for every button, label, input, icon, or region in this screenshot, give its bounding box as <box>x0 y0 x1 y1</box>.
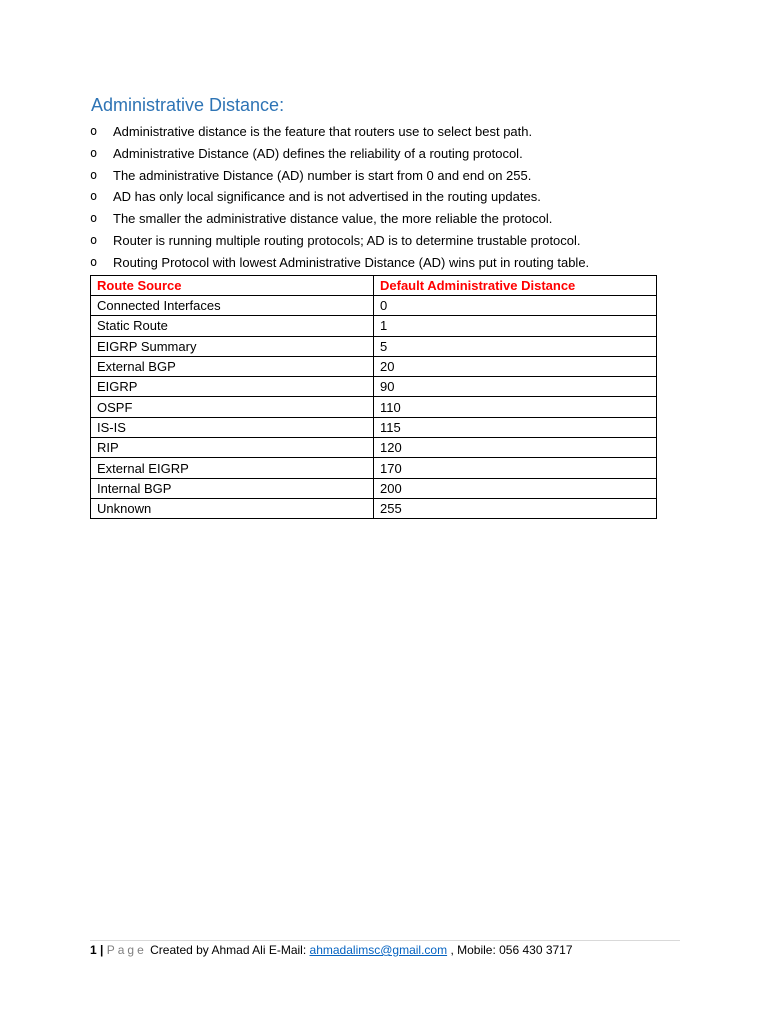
bullet-text: The smaller the administrative distance value, the more reliable the protocol. <box>113 211 553 227</box>
ad-value-cell: 5 <box>374 336 657 356</box>
mobile-text: , Mobile: 056 430 3717 <box>450 943 573 957</box>
created-by-text: Created by Ahmad Ali E-Mail: <box>150 943 307 957</box>
list-item <box>90 208 589 230</box>
table-row <box>91 438 657 458</box>
page-number: 1 <box>90 943 97 957</box>
route-source-cell: Connected Interfaces <box>91 296 374 316</box>
bullet-marker: o <box>90 145 98 160</box>
column-header-route-source: Route Source <box>91 276 374 296</box>
ad-value-cell: 200 <box>374 478 657 498</box>
list-item <box>90 230 589 252</box>
bullet-text: The administrative Distance (AD) number is start from 0 and end on 255. <box>113 167 532 183</box>
page-word: Page <box>106 943 147 957</box>
page-footer <box>90 943 573 957</box>
ad-value-cell: 90 <box>374 377 657 397</box>
bullet-marker: o <box>90 189 98 204</box>
table-row <box>91 356 657 376</box>
ad-value-cell: 110 <box>374 397 657 417</box>
ad-value-cell: 0 <box>374 296 657 316</box>
ad-value-cell: 170 <box>374 458 657 478</box>
ad-value-cell: 255 <box>374 498 657 518</box>
footer-separator: | <box>100 943 104 957</box>
route-source-cell: Internal BGP <box>91 478 374 498</box>
table-row <box>91 397 657 417</box>
table-row <box>91 478 657 498</box>
table-row <box>91 498 657 518</box>
email-link[interactable]: ahmadalimsc@gmail.com <box>309 943 448 957</box>
route-source-cell: OSPF <box>91 397 374 417</box>
table-row <box>91 417 657 437</box>
route-source-cell: Static Route <box>91 316 374 336</box>
list-item <box>90 186 589 208</box>
route-source-cell: RIP <box>91 438 374 458</box>
list-item <box>90 143 589 165</box>
table-header-row <box>91 276 657 296</box>
section-heading: Administrative Distance: <box>91 95 285 115</box>
bullet-text: Administrative distance is the feature that routers use to select best path. <box>113 124 533 139</box>
route-source-cell: External EIGRP <box>91 458 374 478</box>
table-row <box>91 336 657 356</box>
route-source-cell: External BGP <box>91 356 374 376</box>
ad-value-cell: 115 <box>374 417 657 437</box>
bullet-text: Router is running multiple routing protocols; AD is to determine trustable protocol. <box>113 232 581 248</box>
ad-value-cell: 120 <box>374 438 657 458</box>
table-row <box>91 316 657 336</box>
column-header-default-ad: Default Administrative Distance <box>374 276 657 296</box>
bullet-marker: o <box>90 232 98 247</box>
bullet-marker: o <box>90 211 98 226</box>
bullet-text: Administrative Distance (AD) defines the reliability of a routing protocol. <box>113 145 523 161</box>
bullet-list <box>90 121 589 274</box>
footer-divider <box>90 940 680 941</box>
ad-value-cell: 1 <box>374 316 657 336</box>
bullet-text: Routing Protocol with lowest Administrative Distance (AD) wins put in routing table. <box>113 254 590 270</box>
bullet-marker: o <box>90 124 98 138</box>
bullet-text: AD has only local significance and is not advertised in the routing updates. <box>113 189 541 205</box>
list-item <box>90 252 589 274</box>
list-item <box>90 121 589 143</box>
route-source-cell: EIGRP <box>91 377 374 397</box>
route-source-cell: Unknown <box>91 498 374 518</box>
table-row <box>91 458 657 478</box>
list-item <box>90 165 589 187</box>
administrative-distance-table <box>90 275 657 519</box>
ad-value-cell: 20 <box>374 356 657 376</box>
table-row <box>91 377 657 397</box>
route-source-cell: IS-IS <box>91 417 374 437</box>
route-source-cell: EIGRP Summary <box>91 336 374 356</box>
bullet-marker: o <box>90 167 98 182</box>
bullet-marker: o <box>90 254 98 269</box>
table-row <box>91 296 657 316</box>
